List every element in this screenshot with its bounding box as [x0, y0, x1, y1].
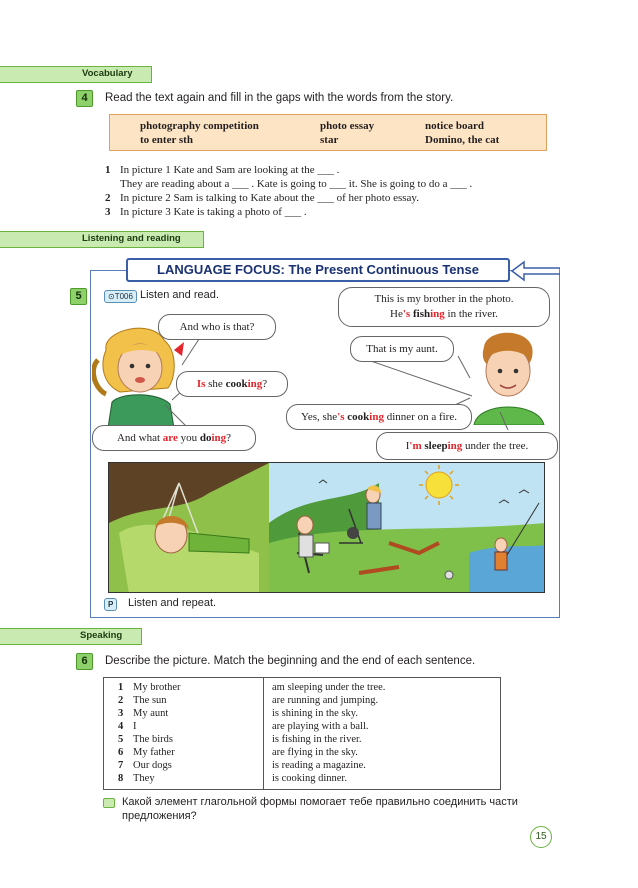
- word-item: star: [320, 134, 339, 146]
- speech-bubble-sleeping: I'm sleeping under the tree.: [376, 432, 558, 460]
- table-ending: is cooking dinner.: [272, 773, 347, 784]
- audio-cd-icon: ⊙: [108, 292, 115, 301]
- table-ending: is fishing in the river.: [272, 734, 362, 745]
- arrow-left-icon: [510, 258, 560, 284]
- listen-repeat-instruction: Listen and repeat.: [128, 597, 217, 609]
- listening-heading: Listening and reading: [0, 231, 204, 248]
- grammar-question-line2: предложения?: [122, 810, 197, 822]
- table-ending: are running and jumping.: [272, 695, 379, 706]
- exercise-4-instruction: Read the text again and fill in the gaps with the words from the story.: [105, 92, 454, 104]
- table-divider: [263, 678, 264, 789]
- word-item: photo essay: [320, 120, 375, 132]
- speech-bubble-aunt: That is my aunt.: [350, 336, 454, 362]
- table-row: 4 I: [118, 721, 137, 732]
- table-row: 3 My aunt: [118, 708, 169, 719]
- grammar-question-line1: Какой элемент глагольной формы помогает тебе правильно соединить части: [122, 796, 518, 808]
- speech-bubble-brother: This is my brother in the photo. He's fishing in the river.: [338, 287, 550, 327]
- question-marker-icon: [103, 798, 115, 808]
- speech-bubble-is-cooking: Is she cooking?: [176, 371, 288, 397]
- table-ending: is reading a magazine.: [272, 760, 366, 771]
- table-row: 1 My brother: [118, 682, 181, 693]
- story-illustration-art: [109, 463, 545, 593]
- word-item: notice board: [425, 120, 484, 132]
- table-row: 7 Our dogs: [118, 760, 172, 771]
- table-row: 2 The sun: [118, 695, 167, 706]
- table-row: 6 My father: [118, 747, 175, 758]
- exercise-6-instruction: Describe the picture. Match the beginning and the end of each sentence.: [105, 655, 476, 667]
- exercise-6-number: 6: [76, 653, 93, 670]
- speaking-heading: Speaking: [0, 628, 142, 645]
- gap-sentence: 3 In picture 3 Kate is taking a photo of ___ .: [105, 206, 307, 218]
- page-number: 15: [530, 826, 552, 848]
- table-ending: are playing with a ball.: [272, 721, 369, 732]
- matching-table: [103, 677, 501, 790]
- speech-bubble-what-doing: And what are you doing?: [92, 425, 256, 451]
- table-row: 5 The birds: [118, 734, 173, 745]
- word-box: [109, 114, 547, 151]
- gap-sentence: 2 In picture 2 Sam is talking to Kate about the ___ of her photo essay.: [105, 192, 419, 204]
- speech-bubble-yes-cooking: Yes, she's cooking dinner on a fire.: [286, 404, 472, 430]
- word-item: Domino, the cat: [425, 134, 500, 146]
- table-row: 8 They: [118, 773, 155, 784]
- table-ending: is shining in the sky.: [272, 708, 358, 719]
- exercise-5-instruction: Listen and read.: [140, 289, 219, 301]
- speech-bubble-who: And who is that?: [158, 314, 276, 340]
- exercise-4-number: 4: [76, 90, 93, 107]
- gap-sentence: 1 In picture 1 Kate and Sam are looking at the ___ .: [105, 164, 340, 176]
- table-ending: are flying in the sky.: [272, 747, 358, 758]
- exercise-5-number: 5: [70, 288, 87, 305]
- table-ending: am sleeping under the tree.: [272, 682, 386, 693]
- vocabulary-heading: Vocabulary: [0, 66, 152, 83]
- language-focus-title: LANGUAGE FOCUS: The Present Continuous Tense: [126, 258, 510, 282]
- word-item: photography competition: [140, 120, 259, 132]
- repeat-audio-badge[interactable]: P: [104, 598, 117, 611]
- audio-track-badge[interactable]: ⊙T006: [104, 290, 137, 303]
- gap-sentence: They are reading about a ___ . Kate is going to ___ it. She is going to do a ___ .: [120, 178, 473, 190]
- story-illustration: [108, 462, 545, 593]
- word-item: to enter sth: [140, 134, 193, 146]
